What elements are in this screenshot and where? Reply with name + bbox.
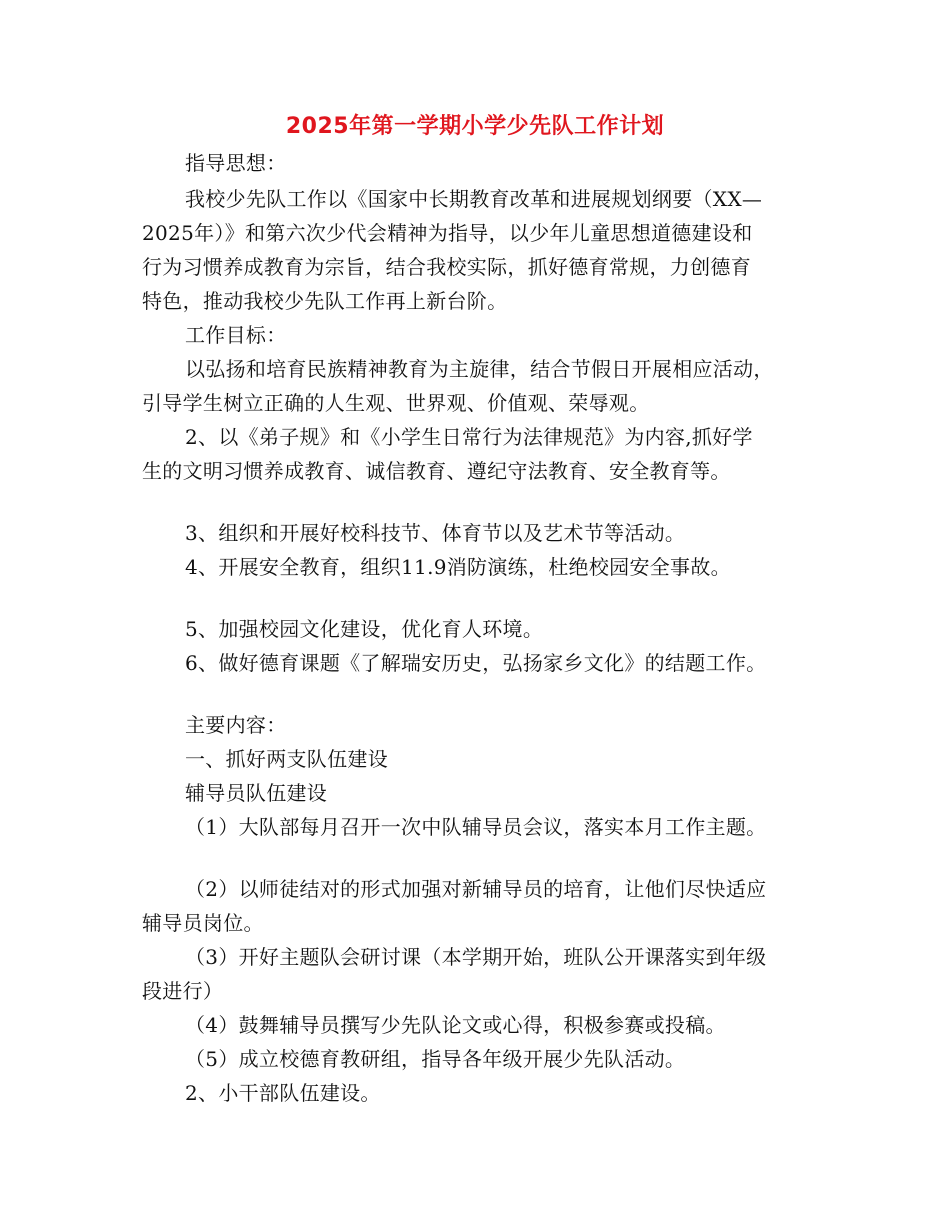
- paragraph-line: 以弘扬和培育民族精神教育为主旋律，结合节假日开展相应活动，: [185, 357, 774, 381]
- list-item: （5）成立校德育教研组，指导各年级开展少先队活动。: [185, 1047, 686, 1071]
- list-item: 4、开展安全教育，组织11.9消防演练，杜绝校园安全事故。: [185, 555, 731, 579]
- heading-main-content: 主要内容：: [185, 713, 287, 737]
- paragraph-line: 段进行）: [142, 979, 224, 1003]
- paragraph-line: 生的文明习惯养成教育、诚信教育、遵纪守法教育、安全教育等。: [142, 459, 731, 483]
- heading-work-goals: 工作目标：: [185, 323, 287, 347]
- paragraph-line: 辅导员岗位。: [142, 911, 264, 935]
- list-item: （4）鼓舞辅导员撰写少先队论文或心得，积极参赛或投稿。: [185, 1013, 726, 1037]
- list-item: （1）大队部每月召开一次中队辅导员会议，落实本月工作主题。: [185, 815, 767, 839]
- list-item: （2）以师徒结对的形式加强对新辅导员的培育，让他们尽快适应: [185, 877, 767, 901]
- heading-guiding-thought: 指导思想：: [185, 151, 287, 175]
- document-title: 2025年第一学期小学少先队工作计划: [285, 114, 665, 139]
- paragraph-line: 2025年）》和第六次少代会精神为指导，以少年儿童思想道德建设和: [142, 221, 753, 245]
- section-heading: 2、小干部队伍建设。: [185, 1081, 381, 1105]
- list-item: 3、组织和开展好校科技节、体育节以及艺术节等活动。: [185, 521, 686, 545]
- subsection-heading: 辅导员队伍建设: [185, 781, 328, 805]
- list-item: 6、做好德育课题《了解瑞安历史，弘扬家乡文化》的结题工作。: [185, 651, 767, 675]
- paragraph-line: 我校少先队工作以《国家中长期教育改革和进展规划纲要（XX—: [185, 187, 763, 211]
- list-item: 5、加强校园文化建设，优化育人环境。: [185, 617, 544, 641]
- paragraph-line: 特色，推动我校少先队工作再上新台阶。: [142, 289, 508, 313]
- list-item: （3）开好主题队会研讨课（本学期开始，班队公开课落实到年级: [185, 945, 767, 969]
- list-item: 2、以《弟子规》和《小学生日常行为法律规范》为内容,抓好学: [185, 425, 753, 449]
- paragraph-line: 行为习惯养成教育为宗旨，结合我校实际，抓好德育常规，力创德育: [142, 255, 751, 279]
- section-heading: 一、抓好两支队伍建设: [185, 747, 388, 771]
- paragraph-line: 引导学生树立正确的人生观、世界观、价值观、荣辱观。: [142, 391, 650, 415]
